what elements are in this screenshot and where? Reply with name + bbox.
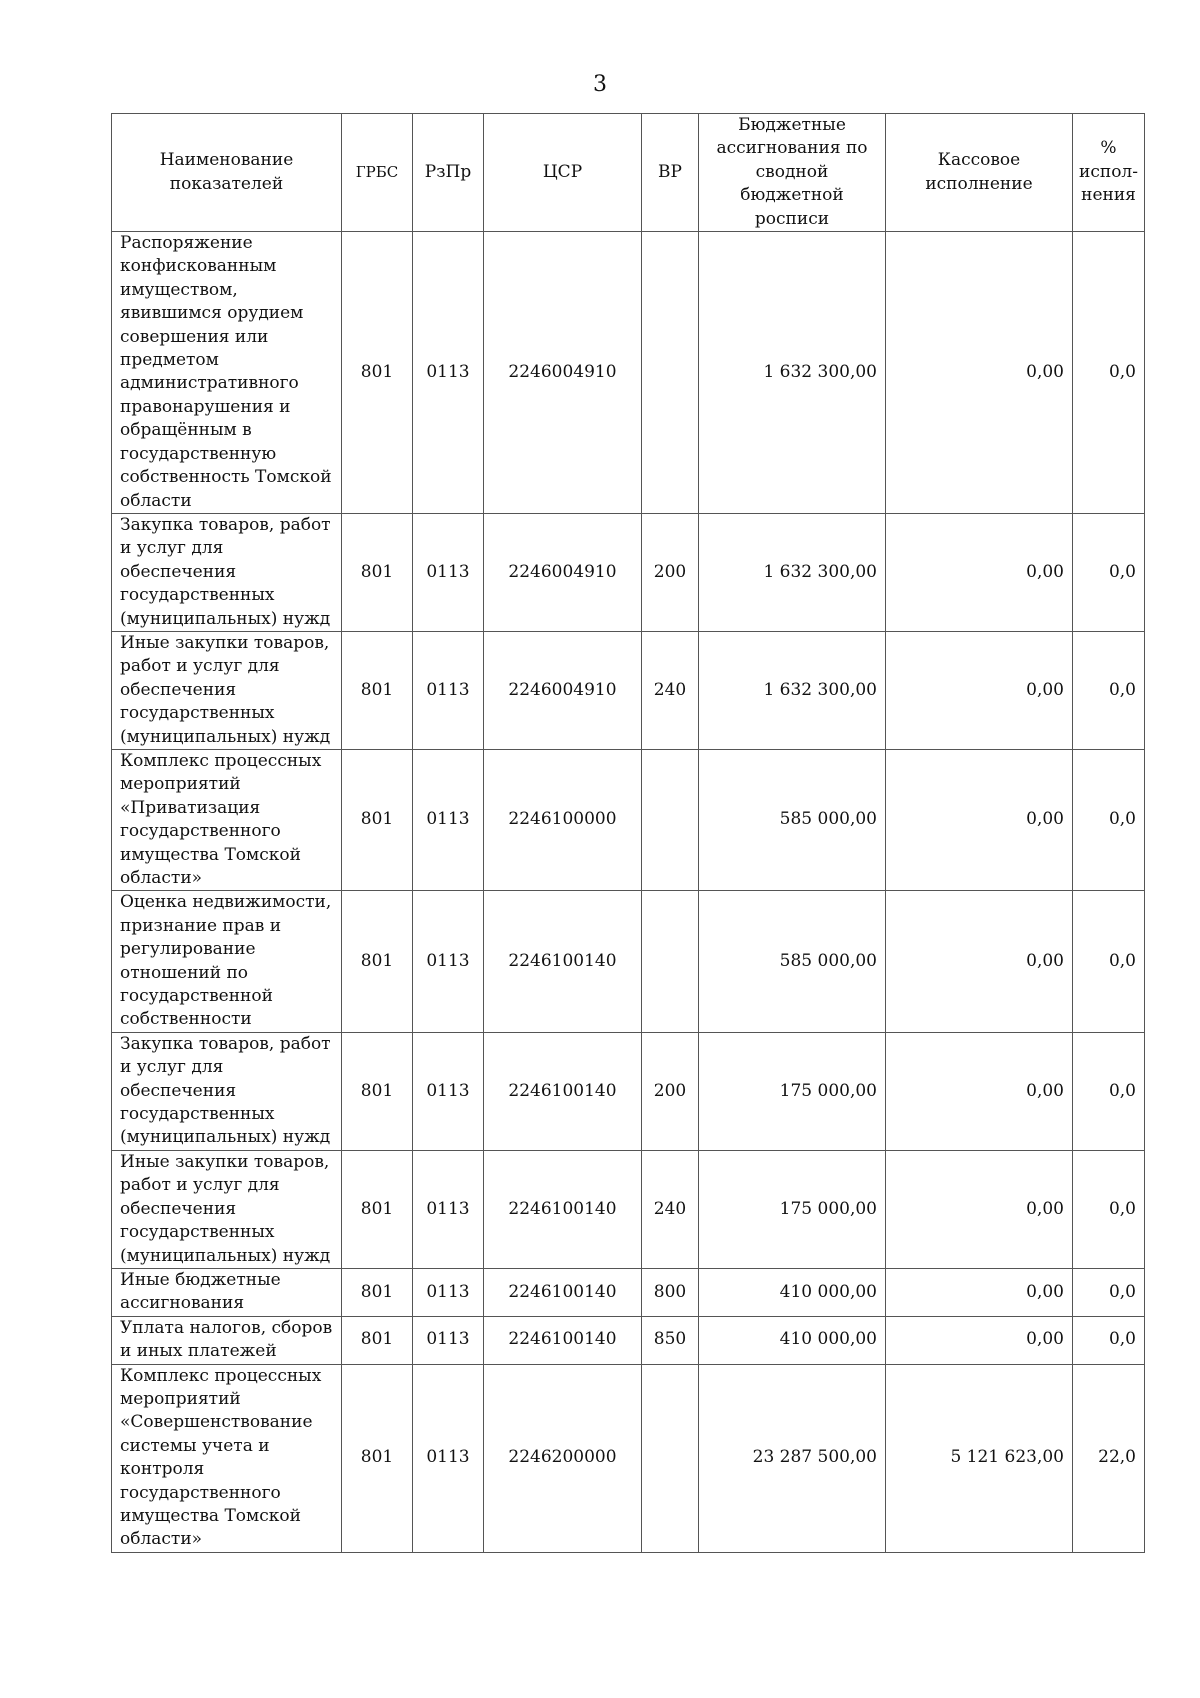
row-budget: 410 000,00 xyxy=(699,1268,886,1316)
row-cash: 0,00 xyxy=(886,232,1073,514)
row-grbs: 801 xyxy=(342,891,413,1032)
table-row xyxy=(112,1316,1145,1364)
row-budget: 1 632 300,00 xyxy=(699,513,886,631)
row-grbs: 801 xyxy=(342,232,413,514)
table-row xyxy=(112,1150,1145,1268)
row-name: Комплекс процессных мероприятий «Приватизация государственного имущества Томской области» xyxy=(112,749,342,890)
header-csr: ЦСР xyxy=(484,114,642,232)
row-rzpr: 0113 xyxy=(413,1032,484,1150)
row-csr: 2246004910 xyxy=(484,232,642,514)
row-name: Иные закупки товаров, работ и услуг для обеспечения государственных (муниципальных) нужд xyxy=(112,631,342,749)
row-budget: 175 000,00 xyxy=(699,1032,886,1150)
row-grbs: 801 xyxy=(342,1364,413,1552)
row-budget: 410 000,00 xyxy=(699,1316,886,1364)
row-budget: 1 632 300,00 xyxy=(699,631,886,749)
table-row xyxy=(112,891,1145,1032)
row-percent: 22,0 xyxy=(1073,1364,1145,1552)
header-percent: % испол-нения xyxy=(1073,114,1145,232)
table-row xyxy=(112,631,1145,749)
row-name: Иные закупки товаров, работ и услуг для обеспечения государственных (муниципальных) нужд xyxy=(112,1150,342,1268)
row-budget: 23 287 500,00 xyxy=(699,1364,886,1552)
row-percent: 0,0 xyxy=(1073,631,1145,749)
table-row xyxy=(112,1032,1145,1150)
row-cash: 0,00 xyxy=(886,891,1073,1032)
row-csr: 2246100140 xyxy=(484,1150,642,1268)
row-grbs: 801 xyxy=(342,1032,413,1150)
row-percent: 0,0 xyxy=(1073,1268,1145,1316)
row-budget: 175 000,00 xyxy=(699,1150,886,1268)
row-vr xyxy=(642,232,699,514)
header-cash: Кассовое исполнение xyxy=(886,114,1073,232)
row-grbs: 801 xyxy=(342,1150,413,1268)
row-vr: 200 xyxy=(642,513,699,631)
row-vr: 850 xyxy=(642,1316,699,1364)
row-csr: 2246004910 xyxy=(484,513,642,631)
row-grbs: 801 xyxy=(342,631,413,749)
row-vr: 800 xyxy=(642,1268,699,1316)
row-name: Закупка товаров, работ и услуг для обеспечения государственных (муниципальных) нужд xyxy=(112,513,342,631)
row-name: Уплата налогов, сборов и иных платежей xyxy=(112,1316,342,1364)
row-cash: 0,00 xyxy=(886,1268,1073,1316)
row-rzpr: 0113 xyxy=(413,1268,484,1316)
row-rzpr: 0113 xyxy=(413,513,484,631)
table-row xyxy=(112,1268,1145,1316)
row-grbs: 801 xyxy=(342,1268,413,1316)
row-rzpr: 0113 xyxy=(413,749,484,890)
row-cash: 0,00 xyxy=(886,1150,1073,1268)
header-grbs: ГРБС xyxy=(342,114,413,232)
row-name: Оценка недвижимости, признание прав и регулирование отношений по государственной собственности xyxy=(112,891,342,1032)
header-rzpr: РзПр xyxy=(413,114,484,232)
row-csr: 2246200000 xyxy=(484,1364,642,1552)
row-budget: 585 000,00 xyxy=(699,749,886,890)
row-name: Закупка товаров, работ и услуг для обеспечения государственных (муниципальных) нужд xyxy=(112,1032,342,1150)
row-rzpr: 0113 xyxy=(413,891,484,1032)
row-rzpr: 0113 xyxy=(413,232,484,514)
row-cash: 0,00 xyxy=(886,513,1073,631)
row-cash: 5 121 623,00 xyxy=(886,1364,1073,1552)
row-rzpr: 0113 xyxy=(413,1364,484,1552)
table-row xyxy=(112,232,1145,514)
row-name: Распоряжение конфискованным имуществом, явившимся орудием совершения или предметом административного правонарушения и обращённым в государственную собственность Томской области xyxy=(112,232,342,514)
row-csr: 2246100140 xyxy=(484,1268,642,1316)
row-percent: 0,0 xyxy=(1073,1316,1145,1364)
row-vr: 200 xyxy=(642,1032,699,1150)
table-row xyxy=(112,749,1145,890)
row-percent: 0,0 xyxy=(1073,891,1145,1032)
page-number: 3 xyxy=(593,72,607,97)
row-vr xyxy=(642,749,699,890)
row-csr: 2246100000 xyxy=(484,749,642,890)
row-cash: 0,00 xyxy=(886,1032,1073,1150)
row-cash: 0,00 xyxy=(886,749,1073,890)
row-percent: 0,0 xyxy=(1073,232,1145,514)
row-percent: 0,0 xyxy=(1073,749,1145,890)
row-cash: 0,00 xyxy=(886,631,1073,749)
row-cash: 0,00 xyxy=(886,1316,1073,1364)
row-percent: 0,0 xyxy=(1073,1150,1145,1268)
row-percent: 0,0 xyxy=(1073,513,1145,631)
row-budget: 585 000,00 xyxy=(699,891,886,1032)
row-vr: 240 xyxy=(642,1150,699,1268)
row-vr xyxy=(642,891,699,1032)
row-name: Комплекс процессных мероприятий «Совершенствование системы учета и контроля государственного имущества Томской области» xyxy=(112,1364,342,1552)
row-rzpr: 0113 xyxy=(413,1316,484,1364)
row-rzpr: 0113 xyxy=(413,631,484,749)
row-grbs: 801 xyxy=(342,1316,413,1364)
row-vr: 240 xyxy=(642,631,699,749)
row-csr: 2246004910 xyxy=(484,631,642,749)
header-budget: Бюджетные ассигнования по сводной бюджетной росписи xyxy=(699,114,886,232)
row-csr: 2246100140 xyxy=(484,891,642,1032)
row-grbs: 801 xyxy=(342,513,413,631)
row-name: Иные бюджетные ассигнования xyxy=(112,1268,342,1316)
row-vr xyxy=(642,1364,699,1552)
table-row xyxy=(112,1364,1145,1552)
table-header-row xyxy=(112,114,1145,232)
row-csr: 2246100140 xyxy=(484,1316,642,1364)
header-vr: ВР xyxy=(642,114,699,232)
row-rzpr: 0113 xyxy=(413,1150,484,1268)
row-budget: 1 632 300,00 xyxy=(699,232,886,514)
table-row xyxy=(112,513,1145,631)
row-percent: 0,0 xyxy=(1073,1032,1145,1150)
budget-execution-table xyxy=(111,113,1145,1553)
header-name: Наименование показателей xyxy=(112,114,342,232)
row-csr: 2246100140 xyxy=(484,1032,642,1150)
row-grbs: 801 xyxy=(342,749,413,890)
